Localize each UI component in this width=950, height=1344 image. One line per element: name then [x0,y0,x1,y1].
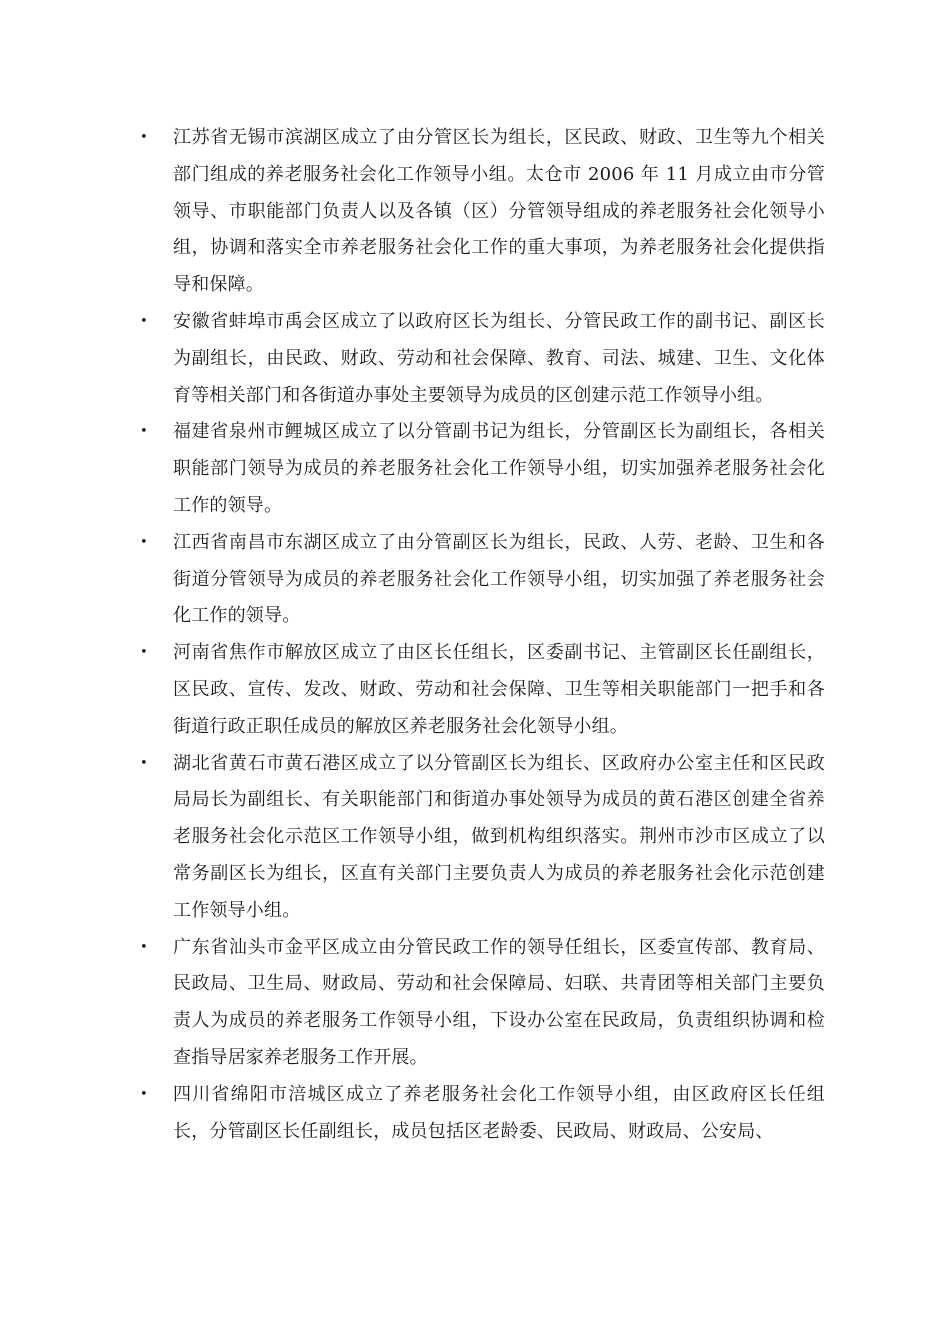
bullet-icon: • [140,534,148,550]
list-item-text: 广东省汕头市金平区成立由分管民政工作的领导任组长，区委宣传部、教育局、民政局、卫生局、财政局、劳动和社会保障局、妇联、共青团等相关部门主要负责人为成员的养老服务工作领导小组，下设办公室在民政局，负责组织协调和检查指导居家养老服务工作开展。 [173,936,825,1068]
list-item-text: 安徽省蚌埠市禹会区成立了以政府区长为组长、分管民政工作的副书记、副区长为副组长，由民政、财政、劳动和社会保障、教育、司法、城建、卫生、文化体育等相关部门和各街道办事处主要领导为成员的区创建示范工作领导小组。 [173,310,825,406]
list-item [140,635,825,745]
list-item [140,304,825,414]
list-item-text: 江苏省无锡市滨湖区成立了由分管区长为组长，区民政、财政、卫生等九个相关部门组成的养老服务社会化工作领导小组。太仓市 2006 年 11 月成立由市分管领导、市职能部门负责人以及各镇（区）分管领导组成的养老服务社会化领导小组，协调和落实全市养老服务社会化工作的重大事项，为养老服务社会化提供指导和保障。 [173,127,825,296]
bullet-icon: • [140,645,148,661]
list-item-text: 湖北省黄石市黄石港区成立了以分管副区长为组长、区政府办公室主任和区民政局局长为副组长、有关职能部门和街道办事处领导为成员的黄石港区创建全省养老服务社会化示范区工作领导小组，做到机构组织落实。荆州市沙市区成立了以常务副区长为组长，区直有关部门主要负责人为成员的养老服务社会化示范创建工作领导小组。 [173,752,825,921]
bullet-list [140,120,825,1150]
list-item [140,746,825,930]
list-item [140,525,825,635]
list-item-text: 河南省焦作市解放区成立了由区长任组长，区委副书记、主管副区长任副组长，区民政、宣传、发改、财政、劳动和社会保障、卫生等相关职能部门一把手和各街道行政正职任成员的解放区养老服务社会化领导小组。 [173,642,825,737]
list-item-text: 四川省绵阳市涪城区成立了养老服务社会化工作领导小组，由区政府区长任组长，分管副区长任副组长，成员包括区老龄委、民政局、财政局、公安局、 [173,1083,825,1142]
list-item [140,1077,825,1151]
list-item-text: 江西省南昌市东湖区成立了由分管副区长为组长，民政、人劳、老龄、卫生和各街道分管领导为成员的养老服务社会化工作领导小组，切实加强了养老服务社会化工作的领导。 [173,531,825,627]
bullet-icon: • [140,1086,148,1102]
list-item-text: 福建省泉州市鲤城区成立了以分管副书记为组长，分管副区长为副组长，各相关职能部门领导为成员的养老服务社会化工作领导小组，切实加强养老服务社会化工作的领导。 [173,421,825,516]
bullet-icon: • [140,939,148,955]
bullet-icon: • [140,755,148,771]
list-item [140,414,825,524]
list-item [140,930,825,1077]
list-item [140,120,825,304]
bullet-icon: • [140,313,148,329]
bullet-icon: • [140,424,148,440]
bullet-icon: • [140,130,148,145]
